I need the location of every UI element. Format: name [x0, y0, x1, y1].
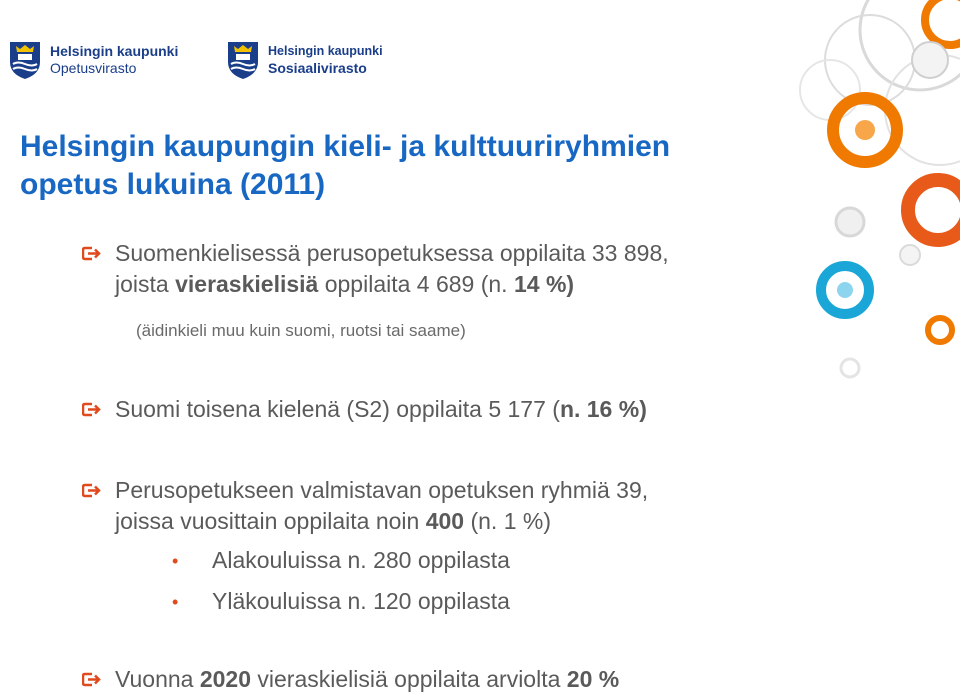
logo-opetusvirasto: [8, 40, 178, 80]
logo-line2: Opetusvirasto: [50, 60, 137, 76]
bullet-note: (äidinkieli muu kuin suomi, ruotsi tai saame): [136, 321, 466, 340]
sub-bullet-upper: [172, 586, 510, 617]
bold-segment: 14 %): [513, 271, 575, 297]
logo-line1: Helsingin kaupunki: [268, 44, 383, 58]
dot-icon: •: [172, 551, 179, 571]
bullet-text-line2: [115, 269, 802, 300]
bullet-text-line2: [115, 506, 802, 537]
helsinki-crest-icon: [8, 40, 42, 80]
text-segment: joissa vuosittain oppilaita noin: [115, 508, 426, 534]
bold-segment: 400: [425, 508, 465, 534]
right-arrow-icon: [82, 245, 102, 262]
logo-line2: Sosiaalivirasto: [268, 60, 367, 76]
right-arrow-icon: [82, 671, 102, 688]
right-arrow-icon: [82, 482, 102, 499]
sub-bullet-text: Alakouluissa n. 280 oppilasta: [212, 547, 510, 573]
bold-segment: vieraskielisiä: [175, 271, 319, 297]
sub-bullet-text: Yläkouluissa n. 120 oppilasta: [212, 588, 510, 614]
bullet-forecast: [82, 664, 802, 695]
text-segment: joista: [115, 271, 176, 297]
sub-bullet-lower: [172, 545, 510, 576]
logo-line1: Helsingin kaupunki: [50, 43, 179, 59]
text-segment: vieraskielisiä oppilaita arviolta: [251, 666, 567, 692]
title-line1: Helsingin kaupungin kieli- ja kulttuuriryhmien: [20, 130, 671, 163]
text-segment: Vuonna: [115, 666, 200, 692]
page-title: [20, 128, 780, 204]
bullet-preparatory: [82, 475, 802, 537]
bold-segment: 2020: [199, 666, 252, 692]
bullet-text: Suomenkielisessä perusopetuksessa oppilaita 33 898,: [115, 240, 669, 266]
title-line2: opetus lukuina (2011): [20, 168, 326, 201]
dot-icon: •: [172, 592, 179, 612]
bold-segment: n. 16 %): [559, 396, 647, 422]
text-segment: (n. 1 %): [464, 508, 551, 534]
bold-segment: 20 %: [566, 666, 620, 692]
helsinki-crest-icon: [226, 40, 260, 80]
logo-sosiaalivirasto: [226, 40, 383, 80]
text-segment: Suomi toisena kielenä (S2) oppilaita 5 177 (: [115, 396, 560, 422]
bullet-s2: [82, 394, 802, 425]
text-segment: oppilaita 4 689 (n.: [318, 271, 514, 297]
right-arrow-icon: [82, 401, 102, 418]
bullet-pupils: [82, 238, 802, 300]
bullet-text: Perusopetukseen valmistavan opetuksen ryhmiä 39,: [115, 477, 649, 503]
